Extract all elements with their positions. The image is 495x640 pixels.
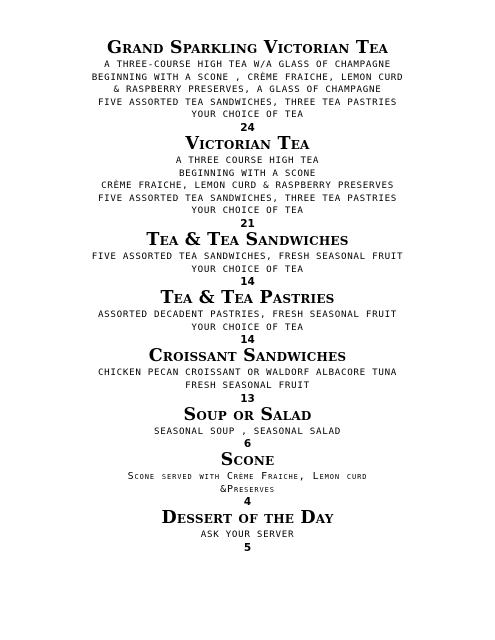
menu-item-title: Victorian Tea (185, 133, 310, 154)
menu-item-description: A THREE COURSE HIGH TEA (175, 154, 320, 166)
menu-item-price: 6 (243, 438, 252, 451)
menu-item-description: FIVE ASSORTED TEA SANDWICHES, FRESH SEASONAL FRUIT (91, 250, 404, 262)
menu-item-description: CRÈME FRAICHE, LEMON CURD & RASPBERRY PRESERVES (101, 180, 394, 192)
menu-item-description: BEGINNING WITH A SCONE , CRÈME FRAICHE, LEMON CURD (91, 71, 404, 83)
menu-item-price: 14 (240, 276, 255, 289)
menu-item-price: 24 (240, 121, 255, 134)
menu-item-description: & RASPBERRY PRESERVES, A GLASS OF CHAMPAGNE (113, 84, 382, 96)
menu-item-description: YOUR CHOICE OF TEA (191, 205, 304, 217)
menu-item-description: &Preserves (220, 483, 275, 495)
menu-section (0, 508, 495, 554)
menu-section (0, 450, 495, 508)
menu-section (0, 346, 495, 404)
menu-item-description: CHICKEN PECAN CROISSANT OR WALDORF ALBACORE TUNA (97, 367, 398, 379)
menu-item-title: Tea & Tea Pastries (160, 288, 335, 309)
menu-item-title: Croissant Sandwiches (148, 346, 347, 367)
menu-section (0, 134, 495, 230)
menu-item-description: FRESH SEASONAL FRUIT (185, 379, 310, 391)
menu-item-description: ASSORTED DECADENT PASTRIES, FRESH SEASONAL FRUIT (97, 309, 398, 321)
menu-item-title: Dessert of the Day (161, 508, 334, 529)
menu-item-description: YOUR CHOICE OF TEA (191, 263, 304, 275)
menu-item-description: A THREE-COURSE HIGH TEA W/A GLASS OF CHAMPAGNE (104, 59, 391, 70)
menu-item-description: SEASONAL SOUP , SEASONAL SALAD (154, 425, 341, 437)
tea-menu (0, 38, 495, 554)
menu-section (0, 405, 495, 451)
menu-item-description: YOUR CHOICE OF TEA (191, 109, 304, 121)
menu-item-price: 21 (240, 217, 255, 230)
menu-item-description: Scone served with Crème Fraiche, Lemon curd (127, 471, 368, 483)
menu-item-price: 14 (240, 334, 255, 347)
menu-item-price: 5 (243, 541, 252, 554)
menu-item-description: FIVE ASSORTED TEA SANDWICHES, THREE TEA PASTRIES (97, 96, 398, 108)
menu-item-title: Tea & Tea Sandwiches (146, 229, 349, 250)
menu-section (0, 38, 495, 134)
menu-item-price: 4 (243, 496, 252, 509)
menu-item-description: BEGINNING WITH A SCONE (178, 167, 317, 179)
menu-section (0, 230, 495, 288)
menu-item-title: Scone (220, 450, 275, 471)
menu-section (0, 288, 495, 346)
menu-item-price: 13 (240, 392, 255, 405)
menu-item-description: FIVE ASSORTED TEA SANDWICHES, THREE TEA PASTRIES (97, 192, 398, 204)
menu-item-title: Grand Sparkling Victorian Tea (107, 38, 388, 58)
menu-item-description: YOUR CHOICE OF TEA (191, 321, 304, 333)
menu-item-title: Soup or Salad (183, 404, 312, 425)
menu-item-description: ASK YOUR SERVER (200, 529, 295, 541)
